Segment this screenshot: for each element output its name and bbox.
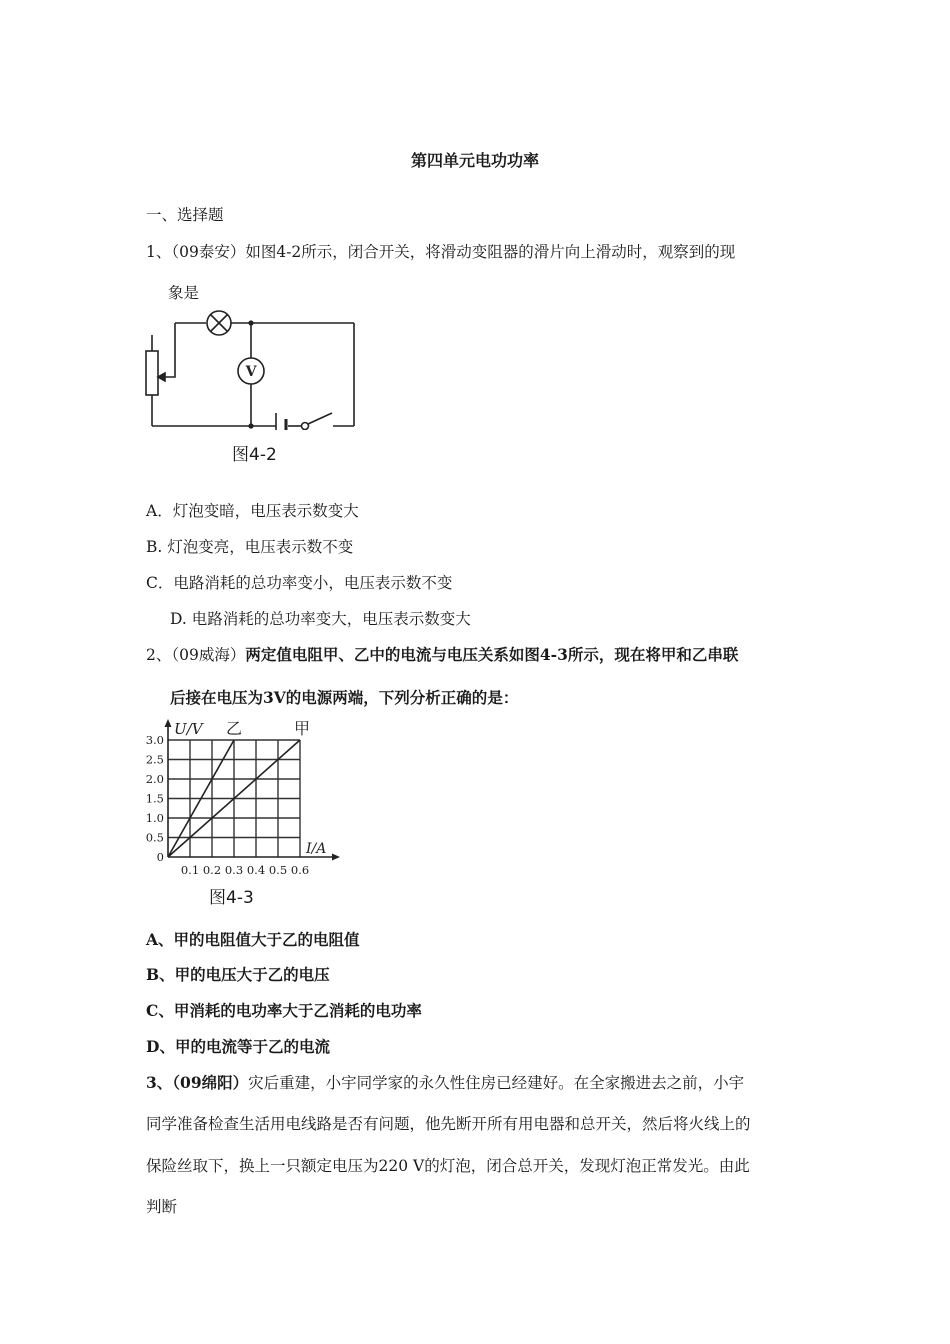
q1-text-line2: 象是	[168, 284, 200, 302]
q1-option-c: C．电路消耗的总功率变小，电压表示数不变	[146, 574, 453, 592]
x-axis-label: I/A	[306, 841, 327, 857]
x-tick-label: 0.3	[224, 863, 244, 877]
fig-4-2-caption: 图4-2	[232, 445, 277, 465]
section-heading: 一、选择题	[146, 206, 224, 224]
series-label-yi: 乙	[225, 719, 243, 738]
y-tick-label: 1.0	[145, 811, 164, 825]
junction-dot-top	[248, 320, 253, 325]
page-title: 第四单元电功功率	[410, 151, 539, 170]
q1-option-d: D. 电路消耗的总功率变大，电压表示数变大	[170, 610, 471, 628]
junction-dot-bottom	[248, 423, 253, 428]
iu-chart	[140, 715, 350, 885]
q3-text-line4: 判断	[146, 1198, 178, 1216]
q1-text-line1: 1、（09泰安）如图4-2所示，闭合开关，将滑动变阻器的滑片向上滑动时，观察到的现	[146, 243, 736, 261]
q2-option-a: A、甲的电阻值大于乙的电阻值	[146, 930, 360, 949]
y-tick-label: 3.0	[145, 733, 164, 747]
x-tick-label: 0.4	[246, 863, 266, 877]
y-tick-label: 0.5	[145, 830, 164, 845]
voltmeter-label: V	[245, 364, 257, 380]
q2-text-line2: 后接在电压为3V的电源两端，下列分析正确的是：	[170, 688, 519, 707]
q3-stem-line1: 灾后重建，小宇同学家的永久性住房已经建好。在全家搬进去之前，小宇	[248, 1074, 745, 1092]
series-label-jia: 甲	[293, 719, 311, 738]
y-tick-label: 2.0	[145, 772, 164, 786]
x-axis-arrow	[332, 854, 340, 861]
q2-number: 2、（09威海）	[146, 646, 246, 664]
q3-text-line2: 同学准备检查生活用电线路是否有问题，他先断开所有用电器和总开关，然后将火线上的	[146, 1115, 751, 1133]
q2-option-d: D、甲的电流等于乙的电流	[146, 1037, 330, 1056]
q2-text-line1	[146, 643, 738, 665]
q2-option-b: B、甲的电压大于乙的电压	[146, 965, 330, 984]
q3-text-line3: 保险丝取下，换上一只额定电压为220 V的灯泡，闭合总开关，发现灯泡正常发光。由此	[146, 1157, 750, 1175]
q3-text-line1	[146, 1071, 744, 1093]
x-tick-label: 0.6	[290, 863, 310, 877]
q1-option-a: A．灯泡变暗，电压表示数变大	[146, 502, 359, 520]
x-tick-label: 0.2	[202, 863, 222, 877]
x-tick-label: 0.5	[268, 863, 288, 877]
y-axis-label: U/V	[174, 720, 203, 738]
switch-lever	[308, 413, 332, 424]
y-axis-arrow	[165, 719, 172, 727]
switch-contact	[302, 423, 309, 430]
fig-4-3-caption: 图4-3	[209, 888, 254, 908]
slider-wire	[162, 323, 175, 377]
slider-arrow-icon	[158, 373, 165, 381]
q1-option-b: B. 灯泡变亮，电压表示数不变	[146, 538, 354, 556]
y-tick-label: 2.5	[145, 752, 164, 767]
y-tick-label: 0	[156, 850, 164, 864]
q3-number: 3、（09绵阳）	[146, 1073, 249, 1092]
x-tick-label: 0.1	[180, 863, 200, 877]
q2-option-c: C、甲消耗的电功率大于乙消耗的电功率	[146, 1001, 422, 1020]
circuit-diagram	[140, 305, 365, 430]
rheostat-icon	[146, 351, 158, 395]
y-tick-label: 1.5	[145, 791, 164, 806]
q2-stem-line1: 两定值电阻甲、乙中的电流与电压关系如图4-3所示，现在将甲和乙串联	[245, 645, 739, 664]
